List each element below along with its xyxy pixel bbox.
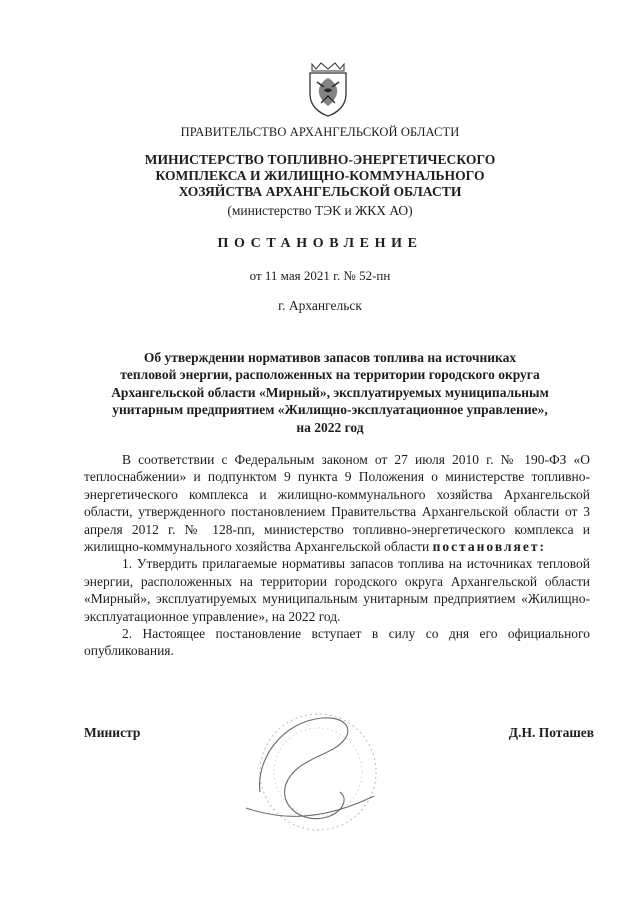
preamble-paragraph: [84, 451, 590, 555]
decree-title: [80, 349, 580, 436]
title-line: Об утверждении нормативов запасов топлива на источниках: [143, 350, 517, 365]
ministry-name-line: МИНИСТЕРСТВО ТОПЛИВНО-ЭНЕРГЕТИЧЕСКОГО: [144, 152, 496, 167]
item-1: 1. Утвердить прилагаемые нормативы запасов топлива на источниках тепловой энергии, расположенных на территории городского округа Архангельской области «Мирный», эксплуатируемых муниципальным унитарным предприятием «Жилищно-эксплуатационное управление», на 2022 год.: [84, 556, 590, 624]
coat-of-arms-emblem-icon: [306, 60, 350, 118]
government-name: ПРАВИТЕЛЬСТВО АРХАНГЕЛЬСКОЙ ОБЛАСТИ: [180, 125, 460, 139]
signature-stamp-icon: [226, 700, 396, 860]
title-line: унитарным предприятием «Жилищно-эксплуатационное управление»,: [112, 402, 548, 418]
signer-position: Министр: [84, 725, 141, 740]
ministry-short-name: (министерство ТЭК и ЖКХ АО): [227, 203, 413, 218]
decree-city: г. Архангельск: [278, 298, 362, 313]
title-line: на 2022 год: [296, 419, 364, 435]
document-type: ПОСТАНОВЛЕНИЕ: [217, 236, 423, 251]
title-line: Архангельской области «Мирный», эксплуатируемых муниципальным: [111, 384, 549, 400]
title-line: тепловой энергии, расположенных на территории городского округа: [120, 367, 540, 383]
signer-name: Д.Н. Поташев: [508, 725, 594, 740]
ministry-name-line: КОМПЛЕКСА И ЖИЛИЩНО-КОММУНАЛЬНОГО: [155, 168, 485, 183]
decree-date-number: от 11 мая 2021 г. № 52-пн: [249, 268, 391, 283]
decree-body: [84, 451, 590, 660]
resolves-word: постановляет:: [432, 539, 546, 555]
preamble-text: В соответствии с Федеральным законом от 27 июля 2010 г. № 190-ФЗ «О теплоснабжении» и подпунктом 9 пункта 9 Положения о министерстве топливно-энергетического комплекса и жилищно-коммунального хозяйства Архангельской области, утвержденного постановлением Правительства Архангельской области от 3 апреля 2012 г. № 128-пп, министерство топливно-энергетического комплекса и жилищно-коммунального хозяйства Архангельской области: [84, 452, 590, 555]
item-2: 2. Настоящее постановление вступает в силу со дня его официального опубликования.: [84, 626, 590, 659]
ministry-name-line: ХОЗЯЙСТВА АРХАНГЕЛЬСКОЙ ОБЛАСТИ: [178, 184, 462, 199]
ministry-name: [0, 152, 640, 200]
